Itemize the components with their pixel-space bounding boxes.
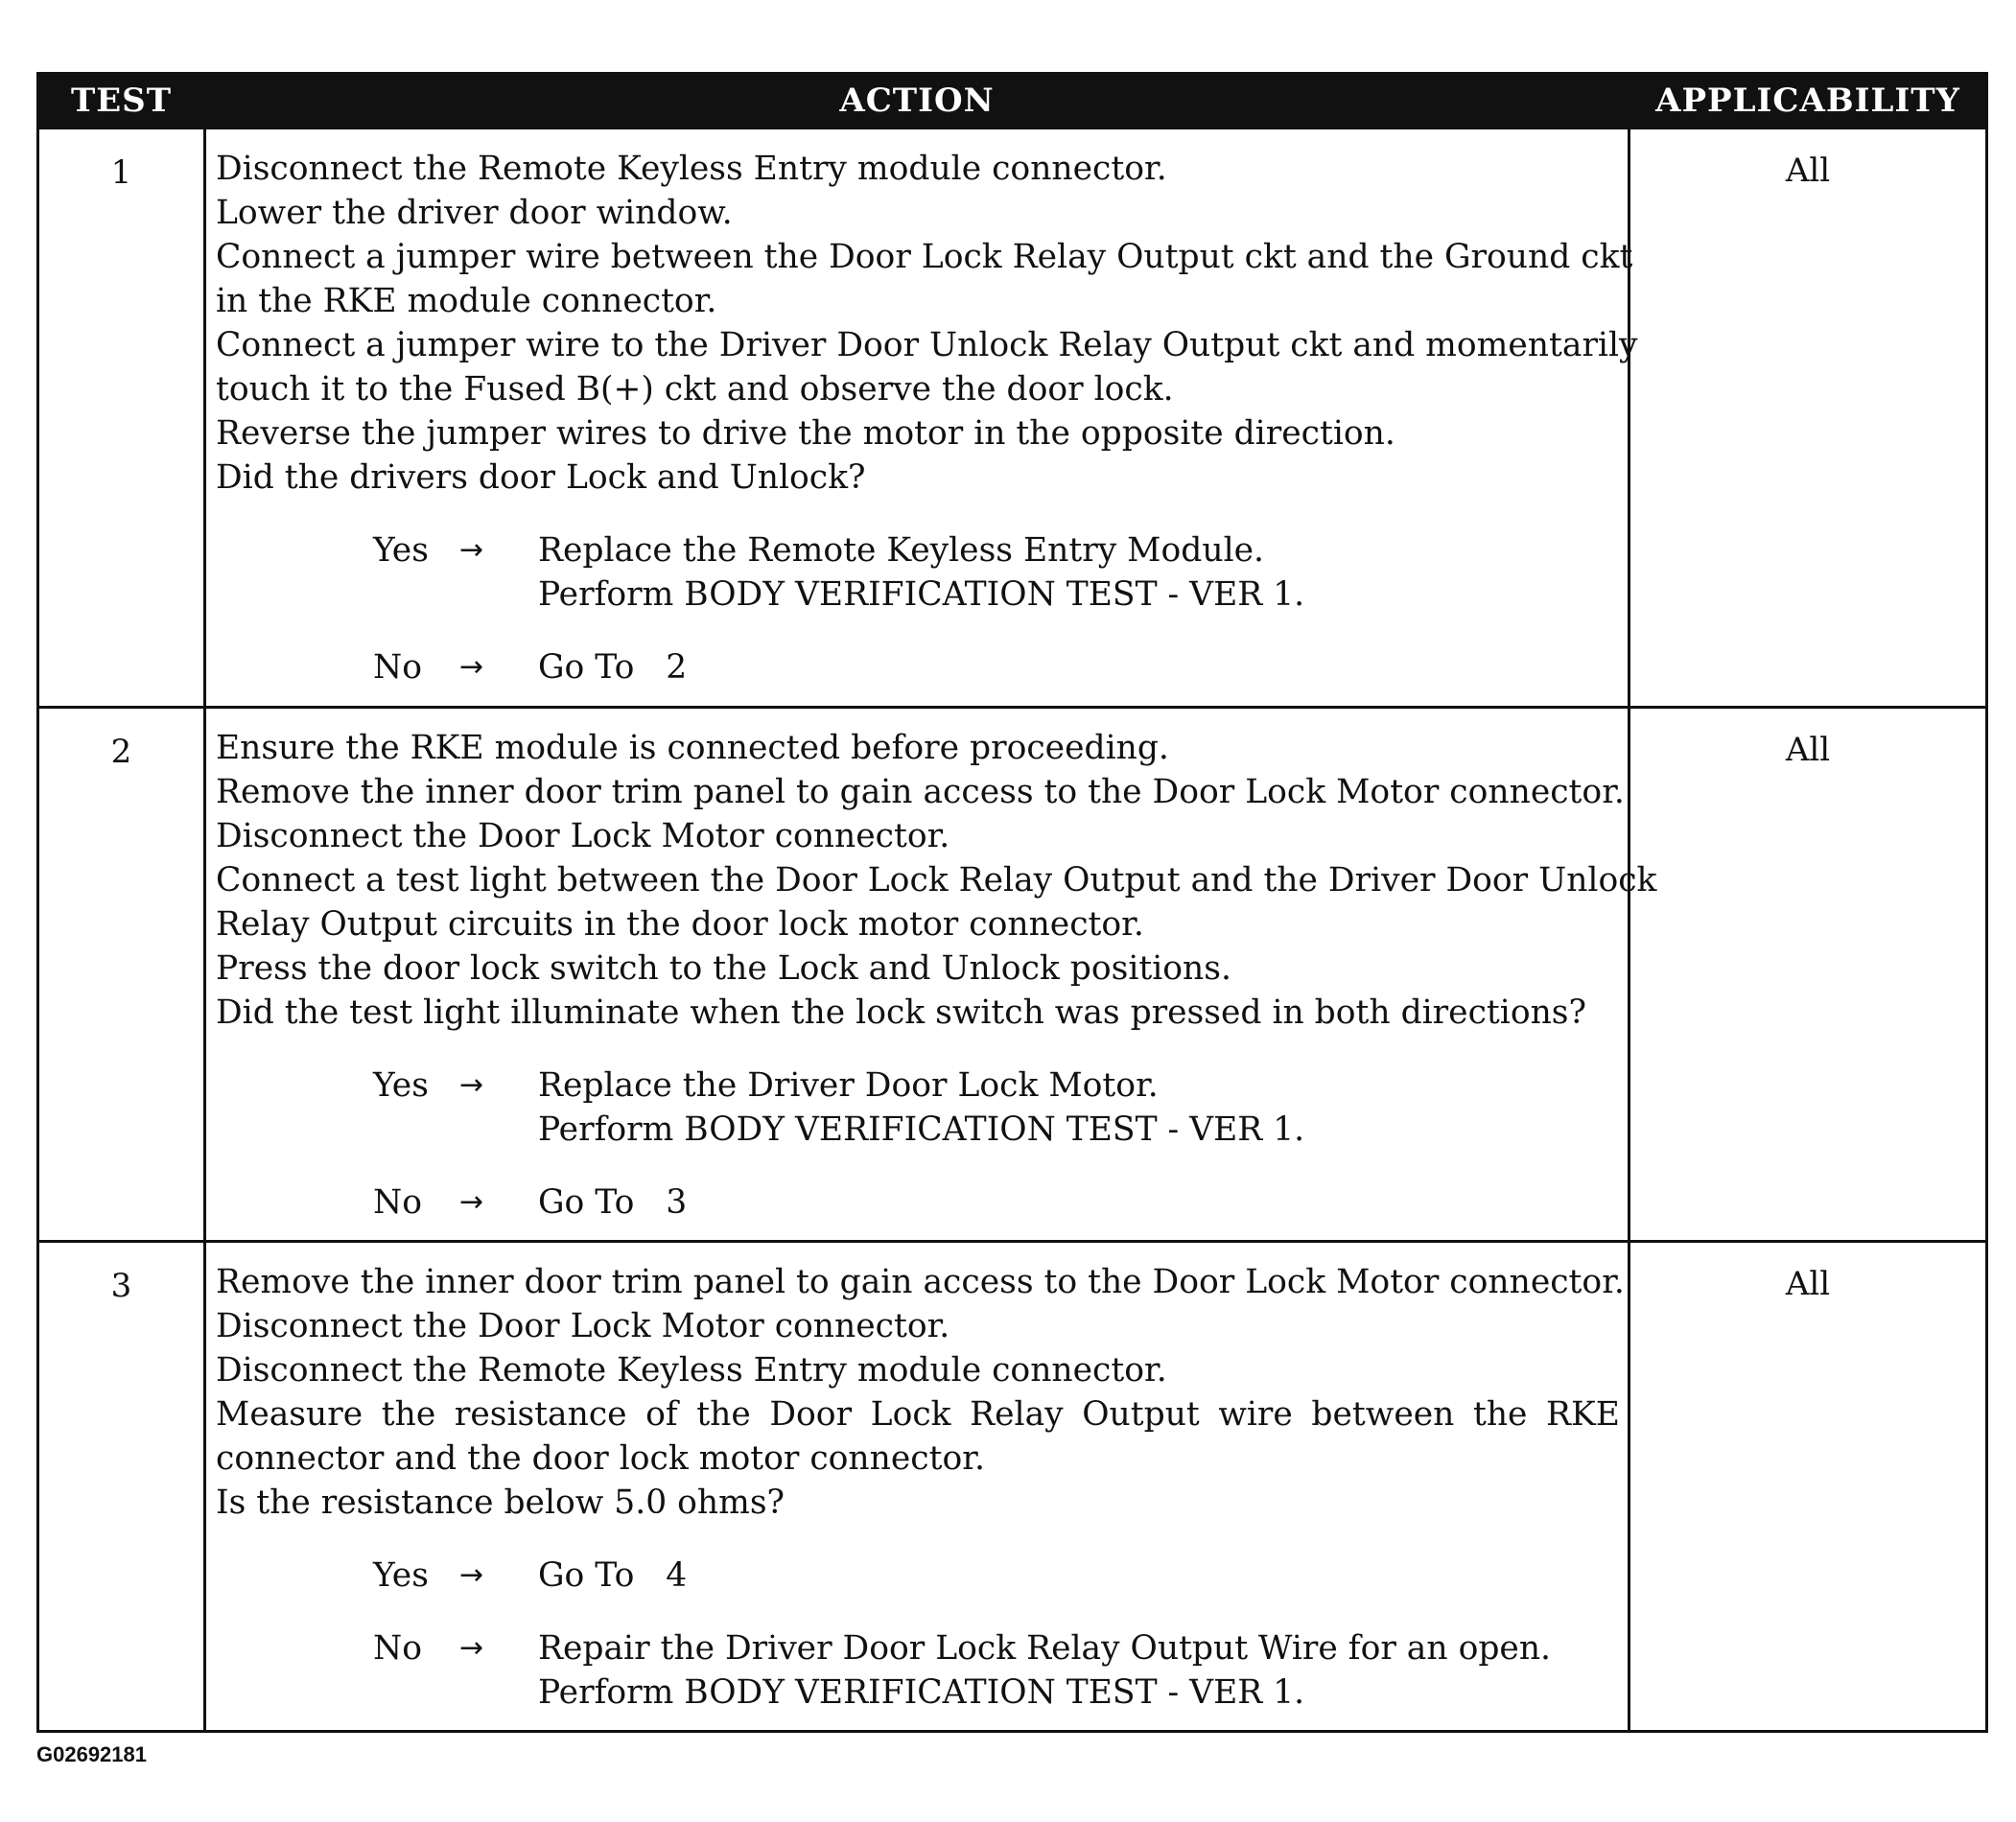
action-step: Connect a jumper wire between the Door Lock Relay Output ckt and the Ground ckt: [216, 238, 1633, 276]
action-step: Disconnect the Door Lock Motor connector.: [216, 817, 950, 855]
header-row: [38, 74, 1987, 128]
action-cell: [205, 1242, 1629, 1732]
outcome-line: Replace the Remote Keyless Entry Module.: [538, 531, 1264, 570]
outcome-yes: [216, 528, 1620, 617]
action-step: touch it to the Fused B(+) ckt and observe the door lock.: [216, 370, 1174, 409]
outcome-yes: [216, 1063, 1620, 1152]
outcome-yes: [216, 1553, 1620, 1598]
action-cell: [205, 708, 1657, 1242]
go-to-link[interactable]: Go To 4: [538, 1556, 688, 1595]
test-number: 1: [38, 128, 205, 708]
action-step: Connect a jumper wire to the Driver Door Unlock Relay Output ckt and momentarily: [216, 326, 1638, 364]
outcome-list: [216, 1553, 1620, 1715]
action-step: Relay Output circuits in the door lock motor connector.: [216, 905, 1144, 944]
go-to-link[interactable]: Go To 3: [538, 1183, 688, 1222]
applicability-value: All: [1629, 128, 1987, 708]
outcome-text: [538, 1553, 687, 1598]
outcome-list: [216, 528, 1620, 689]
header-action: ACTION: [205, 74, 1629, 128]
arrow-right-icon: →: [459, 1558, 484, 1592]
action-step: Press the door lock switch to the Lock and Unlock positions.: [216, 949, 1231, 988]
action-step: Measure the resistance of the Door Lock Relay Output wire between the RKE: [216, 1395, 1620, 1434]
arrow-right-icon: →: [459, 533, 484, 567]
action-step: Did the drivers door Lock and Unlock?: [216, 458, 866, 497]
applicability-value: All: [1629, 1242, 1987, 1732]
header-test: TEST: [38, 74, 205, 128]
action-step: Disconnect the Remote Keyless Entry module connector.: [216, 1351, 1167, 1390]
outcome-list: [216, 1063, 1620, 1225]
action-step: Disconnect the Remote Keyless Entry module connector.: [216, 150, 1167, 188]
outcome-no: [216, 1180, 1620, 1225]
table-row: [38, 1242, 1987, 1732]
header-applicability: APPLICABILITY: [1629, 74, 1987, 128]
outcome-label: Yes: [373, 1556, 429, 1595]
outcome-line: Perform BODY VERIFICATION TEST - VER 1.: [538, 575, 1305, 614]
outcome-line: Replace the Driver Door Lock Motor.: [538, 1066, 1159, 1105]
figure-id: G02692181: [36, 1742, 147, 1766]
outcome-line: Perform BODY VERIFICATION TEST - VER 1.: [538, 1110, 1305, 1149]
diagnostic-test-table: [36, 72, 1988, 1733]
outcome-text: [538, 645, 687, 689]
go-to-link[interactable]: Go To 2: [538, 648, 688, 687]
table-body: [38, 128, 1987, 1732]
action-step: connector and the door lock motor connector.: [216, 1439, 985, 1478]
outcome-label: Yes: [373, 531, 429, 570]
action-step: Ensure the RKE module is connected before proceeding.: [216, 729, 1169, 767]
action-cell: [205, 128, 1638, 708]
arrow-right-icon: →: [459, 650, 484, 684]
outcome-no: [216, 1626, 1620, 1715]
outcome-label: Yes: [373, 1066, 429, 1105]
table-header: [38, 74, 1987, 128]
outcome-label: No: [373, 1183, 422, 1222]
outcome-text: [538, 1063, 1304, 1152]
action-step: Did the test light illuminate when the lock switch was pressed in both directions?: [216, 993, 1587, 1032]
outcome-text: [538, 1626, 1551, 1715]
arrow-right-icon: →: [459, 1631, 484, 1665]
outcome-text: [538, 1180, 687, 1225]
table-row: [38, 128, 1987, 708]
action-step: in the RKE module connector.: [216, 282, 717, 320]
action-step: Lower the driver door window.: [216, 194, 733, 232]
test-number: 2: [38, 708, 205, 1242]
outcome-line: Repair the Driver Door Lock Relay Output Wire for an open.: [538, 1629, 1552, 1668]
arrow-right-icon: →: [459, 1185, 484, 1219]
table-row: [38, 708, 1987, 1242]
arrow-right-icon: →: [459, 1068, 484, 1102]
action-step: Disconnect the Door Lock Motor connector.: [216, 1307, 950, 1345]
applicability-value: All: [1629, 708, 1987, 1242]
outcome-text: [538, 528, 1304, 617]
outcome-label: No: [373, 1629, 422, 1668]
action-step: Reverse the jumper wires to drive the motor in the opposite direction.: [216, 414, 1395, 453]
outcome-no: [216, 645, 1620, 689]
action-step: Remove the inner door trim panel to gain access to the Door Lock Motor connector.: [216, 1263, 1625, 1301]
outcome-label: No: [373, 648, 422, 687]
test-number: 3: [38, 1242, 205, 1732]
action-step: Is the resistance below 5.0 ohms?: [216, 1483, 785, 1522]
action-step: Remove the inner door trim panel to gain access to the Door Lock Motor connector.: [216, 773, 1625, 811]
action-step: Connect a test light between the Door Lock Relay Output and the Driver Door Unlock: [216, 861, 1657, 899]
outcome-line: Perform BODY VERIFICATION TEST - VER 1.: [538, 1673, 1305, 1712]
